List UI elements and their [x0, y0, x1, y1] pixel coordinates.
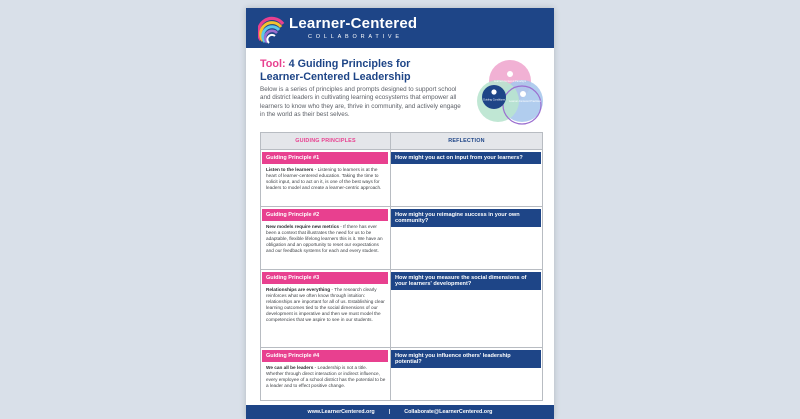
header-reflection: REFLECTION [391, 133, 542, 149]
principle-text [266, 167, 386, 191]
principle-heading: New models require new metrics [266, 224, 339, 229]
brand-subtitle: COLLABORATIVE [308, 34, 403, 40]
principle-body: - Leadership is not a title. Whether through direct interaction or indirect influence, every employee of a school district has the potential to be a leader and to effect positive change. [266, 365, 386, 388]
footer-email: Collaborate@LearnerCentered.org [404, 409, 493, 415]
venn-top-icon [507, 71, 513, 77]
principle-text [266, 365, 386, 389]
table-row [261, 149, 542, 207]
document-page [246, 8, 554, 419]
intro-paragraph: Below is a series of principles and prompts designed to support school and district leaders in cultivating learning ecosystems that empower all learners to know who they are, thrive in community, and actively engage in the world as their best selves. [260, 86, 461, 118]
venn-center-label: Guiding Conditions [483, 98, 505, 102]
reflection-question: How might you reimagine success in your own community? [391, 209, 541, 227]
title-line-2: Learner-Centered Leadership [260, 70, 411, 83]
principle-heading: Listen to the learners [266, 167, 314, 172]
venn-diagram [470, 55, 546, 131]
footer-banner [246, 405, 554, 419]
footer-separator: | [388, 409, 391, 415]
principle-text [266, 287, 386, 322]
principle-heading: Relationships are everything [266, 287, 331, 292]
principle-body: - If there has ever been a context that illustrates the need for us to be adaptable, flexible lifelong learners this is it. We have an obligation and an opportunity to reset our expectations and our feedback systems for each and every student. [266, 224, 383, 253]
reflection-question: How might you act on input from your learners? [391, 152, 541, 164]
table-row [261, 347, 542, 401]
venn-right-icon [520, 91, 526, 97]
table-row [261, 269, 542, 348]
brand-name: Learner-Centered [289, 15, 418, 32]
reflection-question: How might you measure the social dimensions of your learners' development? [391, 272, 541, 290]
venn-right-label: Learner-Centered Practices [509, 100, 541, 103]
page-title [260, 58, 480, 83]
principle-text [266, 224, 386, 254]
table-row [261, 206, 542, 270]
principle-heading: We can all be leaders [266, 365, 314, 370]
header-guiding-principles: GUIDING PRINCIPLES [261, 133, 391, 149]
logo-icon [258, 14, 286, 44]
footer-website: www.LearnerCentered.org [307, 409, 375, 415]
principle-body: - The research clearly reinforces what we often know through intuition: relationships are important for all of us. Establishing clear learning outcomes tied to the social dimensions of our development is imperative and then we must model the competencies that we aspire to see in our students. [266, 287, 385, 322]
principle-body: - Listening to learners is at the heart of learner-centered education. Taking the time to solicit input, and to act on it, is one of the best ways for leaders to model and create a learner-centric approach. [266, 167, 382, 190]
principles-table [260, 132, 543, 401]
header-banner [246, 8, 554, 48]
principle-label: Guiding Principle #2 [262, 209, 388, 221]
venn-circle-center [482, 85, 506, 109]
venn-top-label: Learner-Centered Paradigm [493, 80, 527, 83]
principle-label: Guiding Principle #3 [262, 272, 388, 284]
title-prefix: Tool: [260, 58, 286, 70]
principle-label: Guiding Principle #1 [262, 152, 388, 164]
venn-center-icon [491, 89, 496, 94]
title-line-1: 4 Guiding Principles for [288, 58, 411, 70]
reflection-question: How might you influence others' leadership potential? [391, 350, 541, 368]
principle-label: Guiding Principle #4 [262, 350, 388, 362]
